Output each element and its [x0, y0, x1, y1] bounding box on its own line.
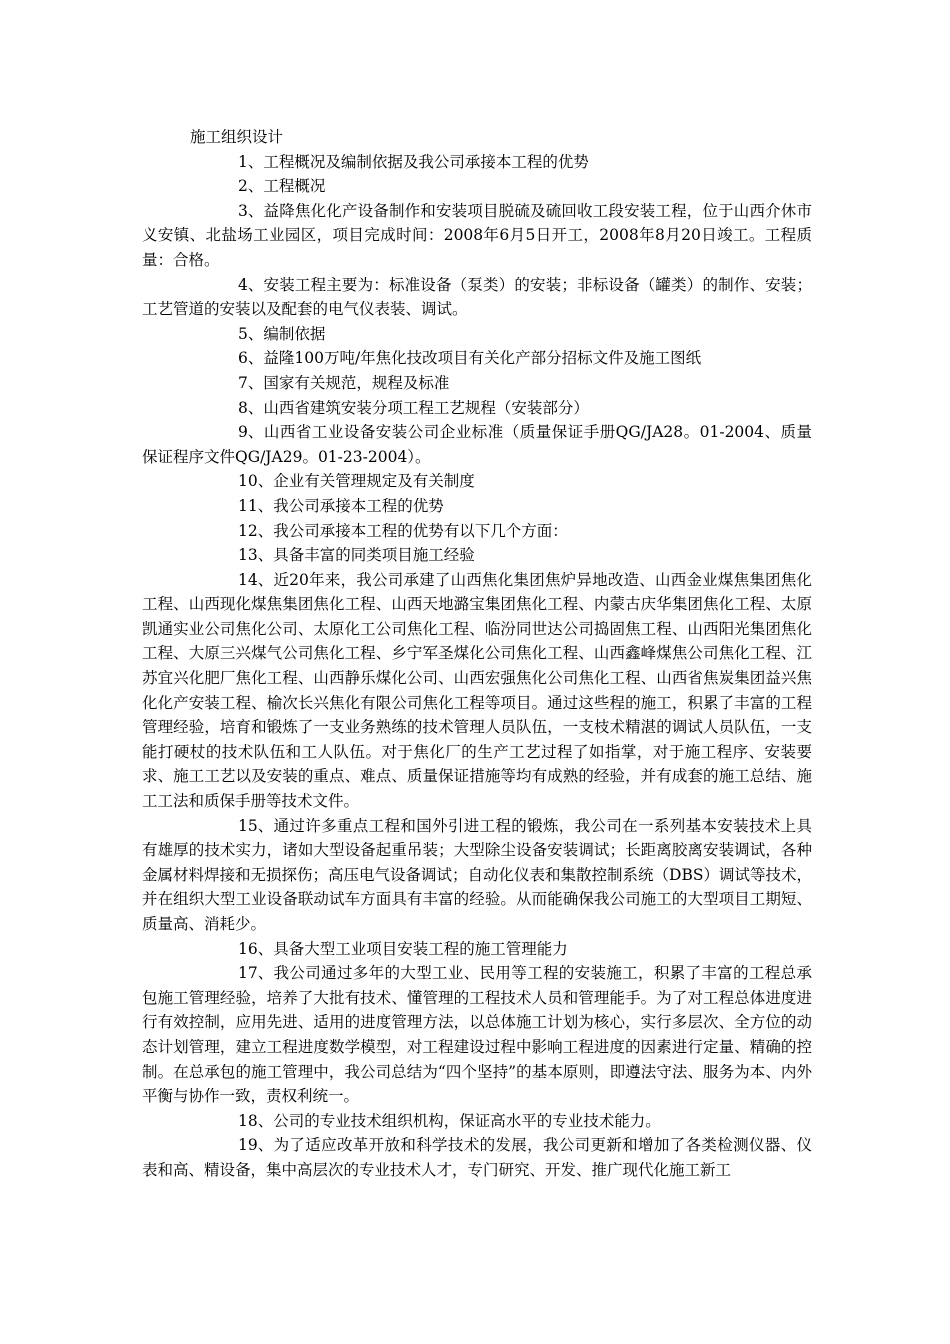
list-item	[142, 150, 812, 175]
list-item	[142, 1109, 812, 1134]
item-number: 7、	[238, 373, 264, 392]
document-title: 施工组织设计	[190, 128, 284, 146]
list-item	[142, 543, 812, 568]
list-item	[142, 199, 812, 273]
item-text: 国家有关规范，规程及标准	[263, 373, 450, 392]
item-number: 12、	[238, 521, 274, 540]
item-text: 我公司承接本工程的优势	[273, 496, 444, 515]
item-number: 10、	[238, 472, 274, 491]
list-item	[142, 396, 812, 421]
list-item	[142, 814, 812, 937]
item-text: 具备大型工业项目安装工程的施工管理能力	[273, 939, 568, 958]
item-number: 13、	[238, 546, 274, 565]
item-text: 益降焦化化产设备制作和安装项目脱硫及硫回收工段安装工程，位于山西介休市义安镇、北盐场工业园区，项目完成时间：2008年6月5日开工，2008年8月20日竣工。工程质量：合格。	[142, 201, 812, 269]
item-text: 我公司承接本工程的优势有以下几个方面：	[273, 521, 568, 540]
item-text: 山西省工业设备安装公司企业标准（质量保证手册QG/JA28。01-2004、质量保证程序文件QG/JA29。01-23-2004）。	[142, 423, 812, 466]
list-item	[142, 519, 812, 544]
item-number: 18、	[238, 1111, 274, 1130]
item-text: 工程概况	[263, 177, 326, 196]
item-text: 企业有关管理规定及有关制度	[273, 472, 475, 491]
item-number: 3、	[238, 201, 264, 220]
list-item	[142, 371, 812, 396]
item-number: 2、	[238, 177, 264, 196]
list-item	[142, 346, 812, 371]
list-item	[142, 568, 812, 814]
item-number: 9、	[238, 423, 264, 442]
item-number: 5、	[238, 324, 264, 343]
item-text: 安装工程主要为：标准设备（泵类）的安装；非标设备（罐类）的制作、安装；工艺管道的安装以及配套的电气仪表装、调试。	[142, 275, 812, 319]
list-item	[142, 961, 812, 1109]
list-item	[142, 937, 812, 962]
item-text: 为了适应改革开放和科学技术的发展，我公司更新和增加了各类检测仪器、仪表和高、精设备，集中高层次的专业技术人才，专门研究、开发、推广现代化施工新工	[142, 1136, 812, 1179]
item-text: 我公司通过多年的大型工业、民用等工程的安装施工，积累了丰富的工程总承包施工管理经验，培养了大批有技术、懂管理的工程技术人员和管理能手。为了对工程总体进度进行有效控制，应用先进、适用的进度管理方法，以总体施工计划为核心，实行多层次、全方位的动态计划管理，建立工程进度数学模型，对工程建设过程中影响工程进度的因素进行定量、精确的控制。在总承包的施工管理中，我公司总结为“四个坚持”的基本原则，即遵法守法、服务为本、内外平衡与协作一致，责权利统一。	[142, 964, 812, 1106]
item-number: 11、	[238, 496, 274, 515]
item-text: 近20年来，我公司承建了山西焦化集团焦炉异地改造、山西金业煤焦集团焦化工程、山西现化煤焦集团焦化工程、山西天地潞宝集团焦化工程、内蒙古庆华集团焦化工程、太原凯通实业公司焦化公司、太原化工公司焦化工程、临汾同世达公司捣固焦工程、山西阳光集团焦化工程、大原三兴煤气公司焦化工程、乡宁军圣煤化公司焦化工程、山西鑫峰煤焦公司焦化工程、江苏宜兴化肥厂焦化工程、山西静乐煤化公司、山西宏强焦化公司焦化工程、山西省焦炭集团益兴焦化化产安装工程、榆次长兴焦化有限公司焦化工程等项目。通过这些程的施工，积累了丰富的工程管理经验，培育和锻炼了一支业务熟练的技术管理人员队伍，一支枝术精湛的调试人员队伍，一支能打硬杖的技术队伍和工人队伍。对于焦化厂的生产工艺过程了如指掌，对于施工程序、安装要求、施工工艺以及安装的重点、难点、质量保证措施等均有成熟的经验，并有成套的施工总结、施工工法和质保手册等技术文件。	[142, 570, 812, 811]
list-item	[142, 469, 812, 494]
list-item	[142, 174, 812, 199]
item-number: 16、	[238, 939, 274, 958]
list-item	[142, 494, 812, 519]
item-text: 公司的专业技术组织机构，保证高水平的专业技术能力。	[273, 1111, 661, 1130]
item-text: 益隆100万吨/年焦化技改项目有关化产部分招标文件及施工图纸	[263, 349, 702, 368]
item-number: 8、	[238, 398, 264, 417]
item-text: 工程概况及编制依据及我公司承接本工程的优势	[263, 152, 589, 171]
item-text: 具备丰富的同类项目施工经验	[273, 546, 475, 565]
item-number: 1、	[238, 152, 264, 171]
item-number: 6、	[238, 349, 264, 368]
list-item	[142, 273, 812, 322]
item-text: 编制依据	[263, 324, 326, 343]
list-item	[142, 420, 812, 469]
item-number: 4、	[238, 275, 264, 294]
item-number: 15、	[238, 816, 274, 835]
list-item	[142, 1133, 812, 1182]
item-text: 通过许多重点工程和国外引进工程的锻炼，我公司在一系列基本安装技术上具有雄厚的技术实力，诸如大型设备起重吊装；大型除尘设备安装调试；长距离胶离安装调试，各种金属材料焊接和无损探伤；高压电气设备调试；自动化仪表和集散控制系统（DBS）调试等技术，并在组织大型工业设备联动试车方面具有丰富的经验。从而能确保我公司施工的大型项目工期短、质量高、消耗少。	[142, 816, 812, 933]
item-number: 14、	[238, 570, 274, 589]
document-body	[142, 125, 812, 1183]
list-item	[142, 322, 812, 347]
item-number: 19、	[238, 1136, 274, 1155]
item-number: 17、	[238, 964, 274, 983]
item-text: 山西省建筑安装分项工程工艺规程（安装部分）	[263, 398, 589, 417]
